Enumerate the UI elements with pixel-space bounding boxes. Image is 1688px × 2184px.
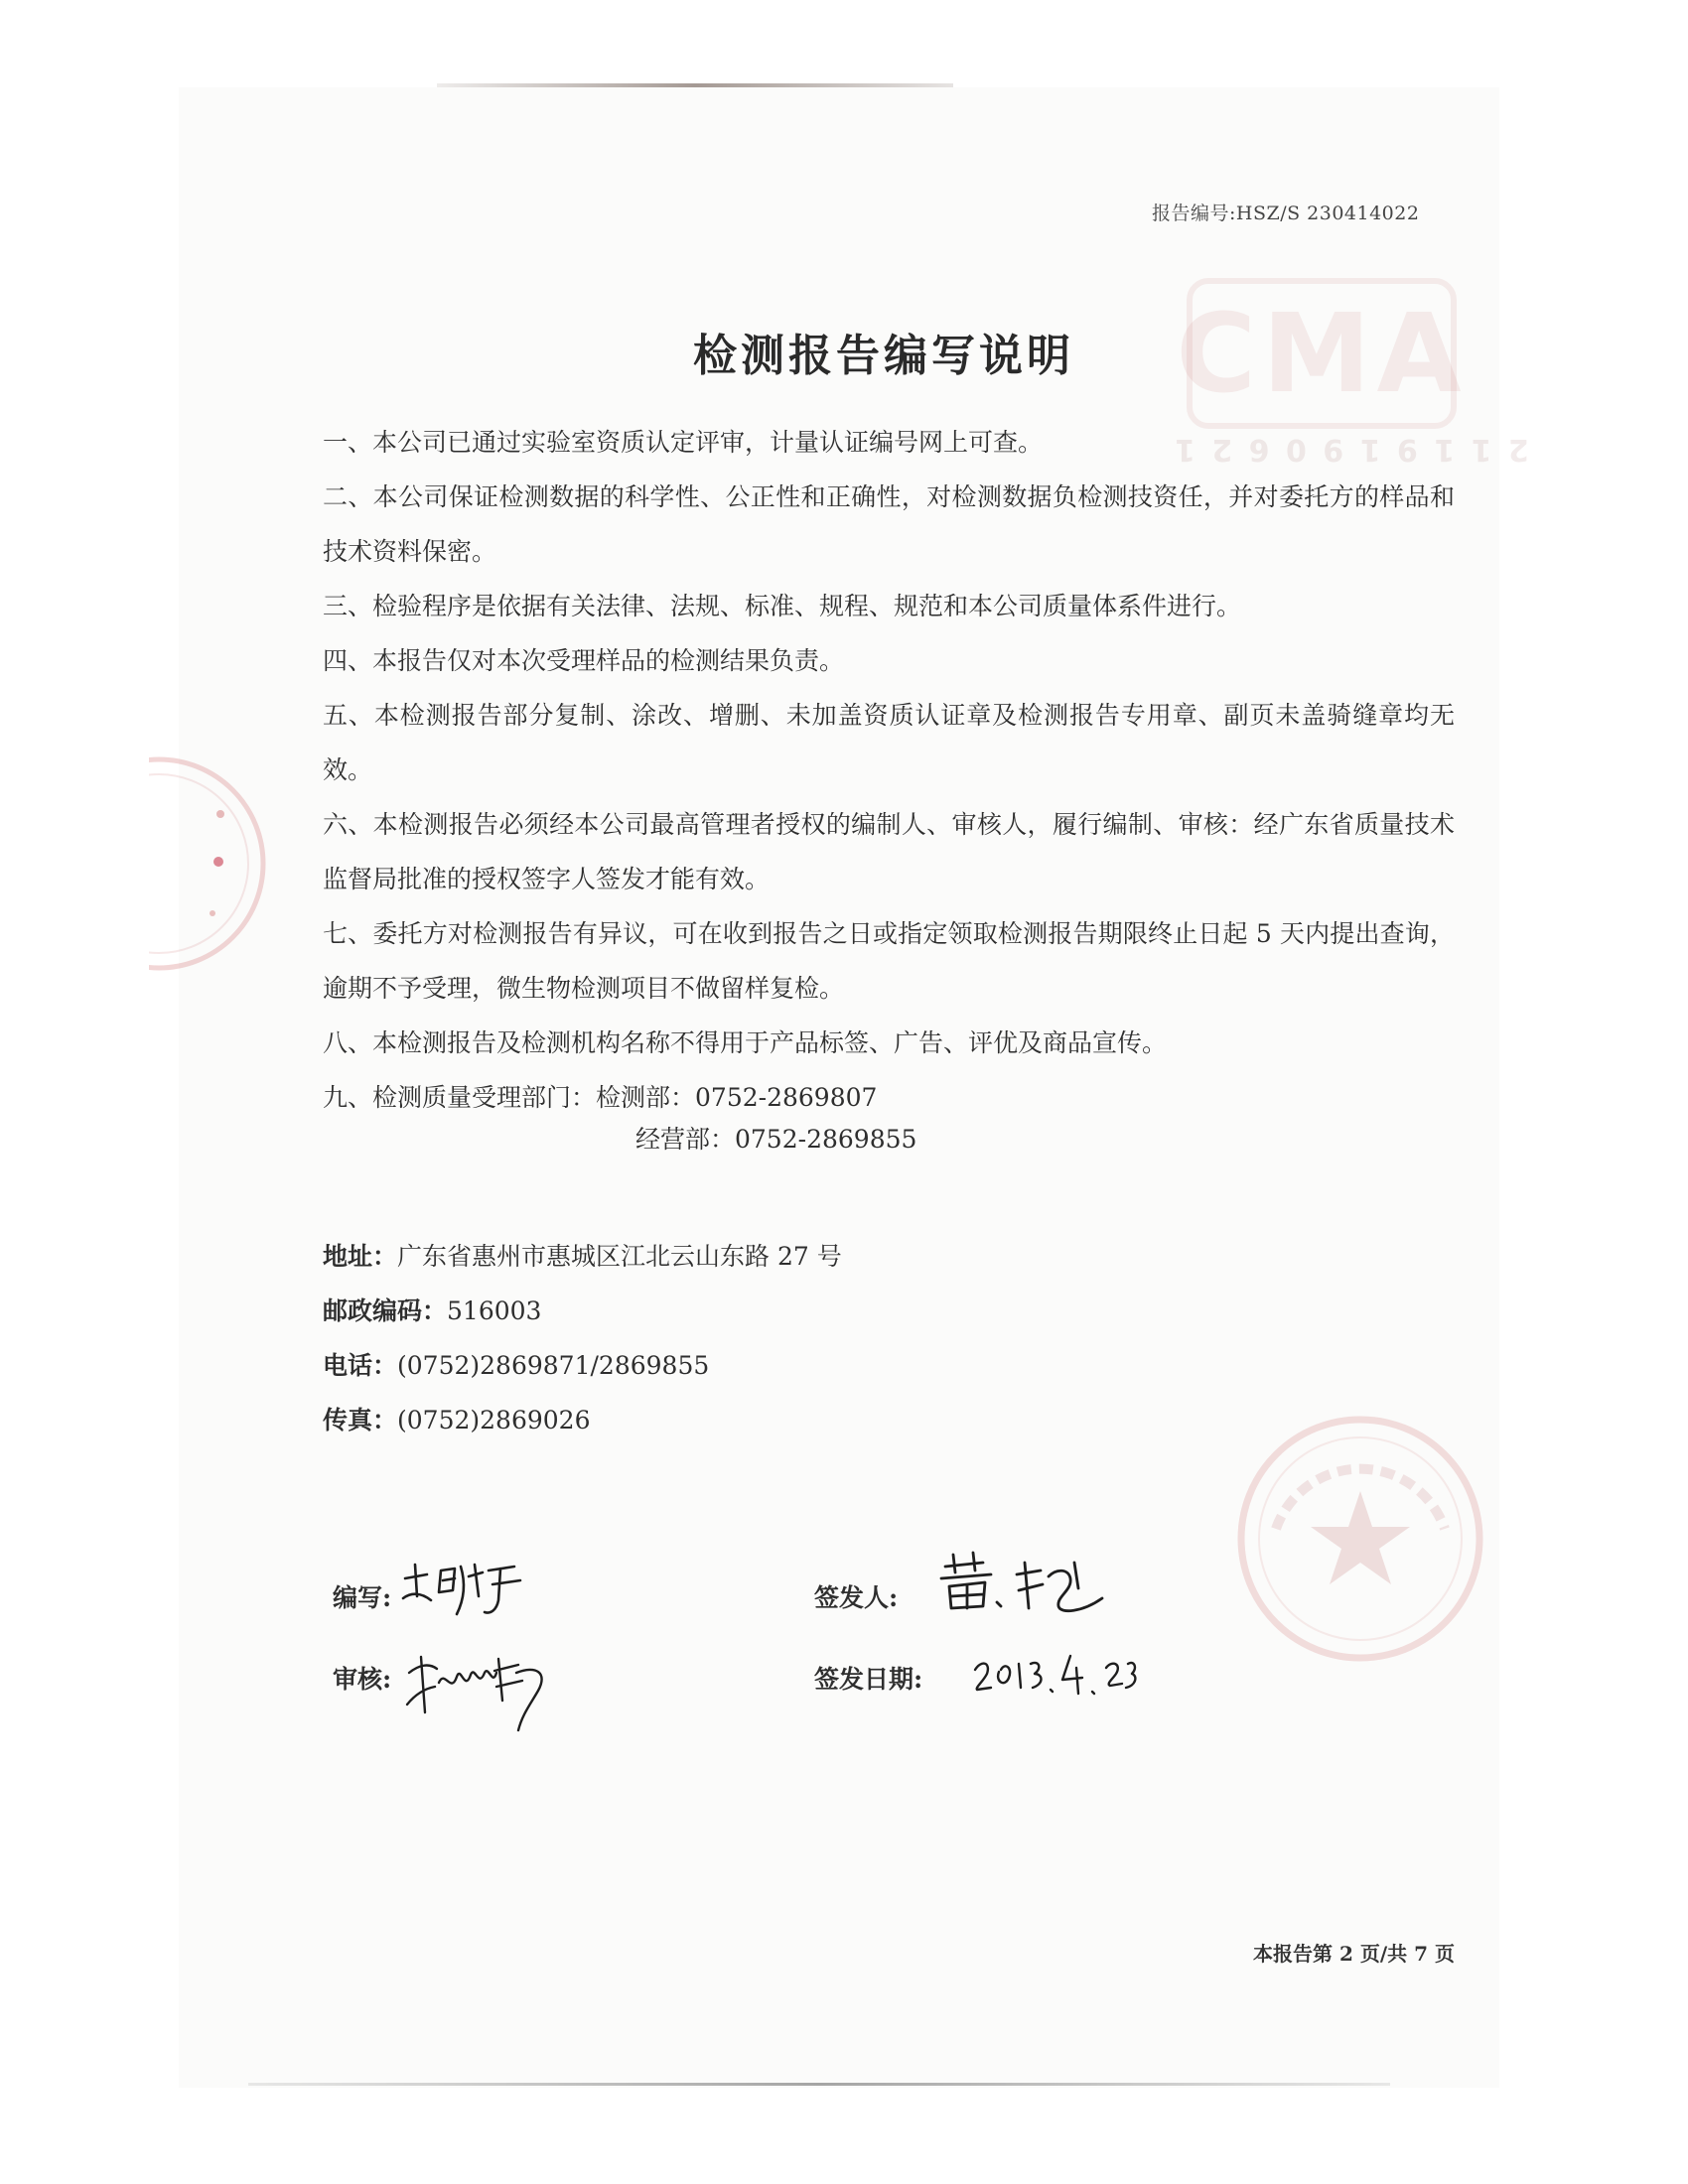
reviewer-signature-icon	[399, 1643, 558, 1737]
issuer-label: 签发人:	[814, 1583, 899, 1612]
cma-watermark-code: 2 1 1 9 1 9 0 6 2 1	[1172, 432, 1529, 467]
instruction-item-2: 二、本公司保证检测数据的科学性、公正性和正确性，对检测数据负检测技资任，并对委托方的样品和技术资料保密。	[323, 482, 1455, 566]
contact-label: 地址：	[323, 1242, 398, 1271]
contact-postcode	[323, 1284, 842, 1338]
company-stamp-icon	[1231, 1410, 1489, 1668]
cma-watermark-text: CMA	[1176, 290, 1468, 417]
page-footer: 本报告第 2 页/共 7 页	[1253, 1942, 1455, 1966]
contact-value: 广东省惠州市惠城区江北云山东路 27 号	[397, 1242, 842, 1271]
contact-label: 传真：	[323, 1406, 398, 1434]
contact-label: 电话：	[323, 1351, 398, 1380]
contact-address	[323, 1229, 842, 1284]
scan-edge-top	[437, 83, 953, 87]
contact-value: (0752)2869871/2869855	[397, 1351, 710, 1380]
instruction-item-8: 八、本检测报告及检测机构名称不得用于产品标签、广告、评优及商品宣传。	[323, 1028, 1168, 1057]
contact-phone	[323, 1338, 842, 1393]
page-title: 检测报告编写说明	[693, 331, 1074, 381]
instruction-item-6: 六、本检测报告必须经本公司最高管理者授权的编制人、审核人，履行编制、审核：经广东省质量技术监督局批准的授权签字人签发才能有效。	[323, 810, 1455, 893]
contact-label: 邮政编码：	[323, 1297, 448, 1325]
issue-date-handwritten-icon	[971, 1648, 1140, 1707]
seam-stamp-icon	[149, 745, 268, 983]
compiler-signature-icon	[397, 1557, 536, 1626]
instruction-item-9: 九、检测质量受理部门：检测部：0752-2869807	[323, 1083, 878, 1112]
instruction-item-4: 四、本报告仅对本次受理样品的检测结果负责。	[323, 646, 845, 675]
sales-department-phone: 经营部：0752-2869855	[635, 1125, 917, 1154]
instructions-list	[323, 415, 1455, 1125]
instruction-item-5: 五、本检测报告部分复制、涂改、增删、未加盖资质认证章及检测报告专用章、副页未盖骑缝章均无效。	[323, 701, 1455, 784]
contact-fax	[323, 1393, 842, 1447]
contact-value: 516003	[447, 1297, 542, 1325]
report-number: 报告编号:HSZ/S 230414022	[1152, 203, 1420, 224]
scan-edge-bottom	[248, 2083, 1390, 2086]
issuer-signature-icon	[933, 1549, 1132, 1623]
instruction-item-7: 七、委托方对检测报告有异议，可在收到报告之日或指定领取检测报告期限终止日起 5 天内提出查询，逾期不予受理，微生物检测项目不做留样复检。	[323, 919, 1455, 1003]
contact-block	[323, 1229, 842, 1447]
reviewer-label: 审核:	[333, 1665, 392, 1694]
issue-date-label: 签发日期:	[814, 1665, 923, 1694]
instruction-item-3: 三、检验程序是依据有关法律、法规、标准、规程、规范和本公司质量体系件进行。	[323, 592, 1242, 620]
instruction-item-1: 一、本公司已通过实验室资质认定评审，计量认证编号网上可查。	[323, 428, 1044, 457]
compiler-label: 编写:	[333, 1583, 392, 1612]
contact-value: (0752)2869026	[397, 1406, 591, 1434]
